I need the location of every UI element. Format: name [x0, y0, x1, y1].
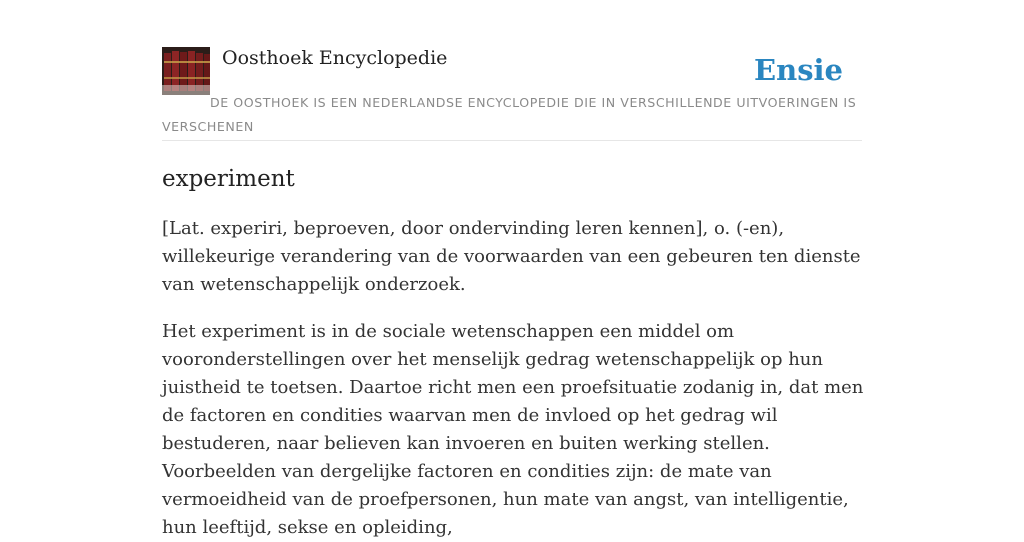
article-paragraph-definition: [Lat. experiri, beproeven, door ondervinding leren kennen], o. (-en), willekeurige verandering van de voorwaarden van een gebeuren ten dienste van wetenschappelijk onderzoek.	[162, 218, 861, 295]
ensie-logo-link[interactable]: Ensie	[754, 53, 843, 87]
site-name[interactable]: Oosthoek Encyclopedie	[222, 47, 448, 69]
article-title: experiment	[162, 166, 295, 192]
encyclopedia-books-icon[interactable]	[162, 47, 210, 95]
site-tagline: DE OOSTHOEK IS EEN NEDERLANDSE ENCYCLOPEDIE DIE IN VERSCHILLENDE UITVOERINGEN IS VERSCHENEN	[162, 95, 857, 134]
article-paragraph-body: Het experiment is in de sociale wetenschappen een middel om vooronderstellingen over het menselijk gedrag wetenschappelijk op hun juistheid te toetsen. Daartoe richt men een proefsituatie zodanig in, dat men de factoren en condities waarvan men de invloed op het gedrag wil bestuderen, naar believen kan invoeren en buiten werking stellen. Voorbeelden van dergelijke factoren en condities zijn: de mate van vermoeidheid van de proefpersonen, hun mate van angst, van intelligentie, hun leeftijd, sekse en opleiding,	[162, 321, 864, 538]
site-header	[162, 46, 862, 141]
article	[162, 162, 864, 542]
